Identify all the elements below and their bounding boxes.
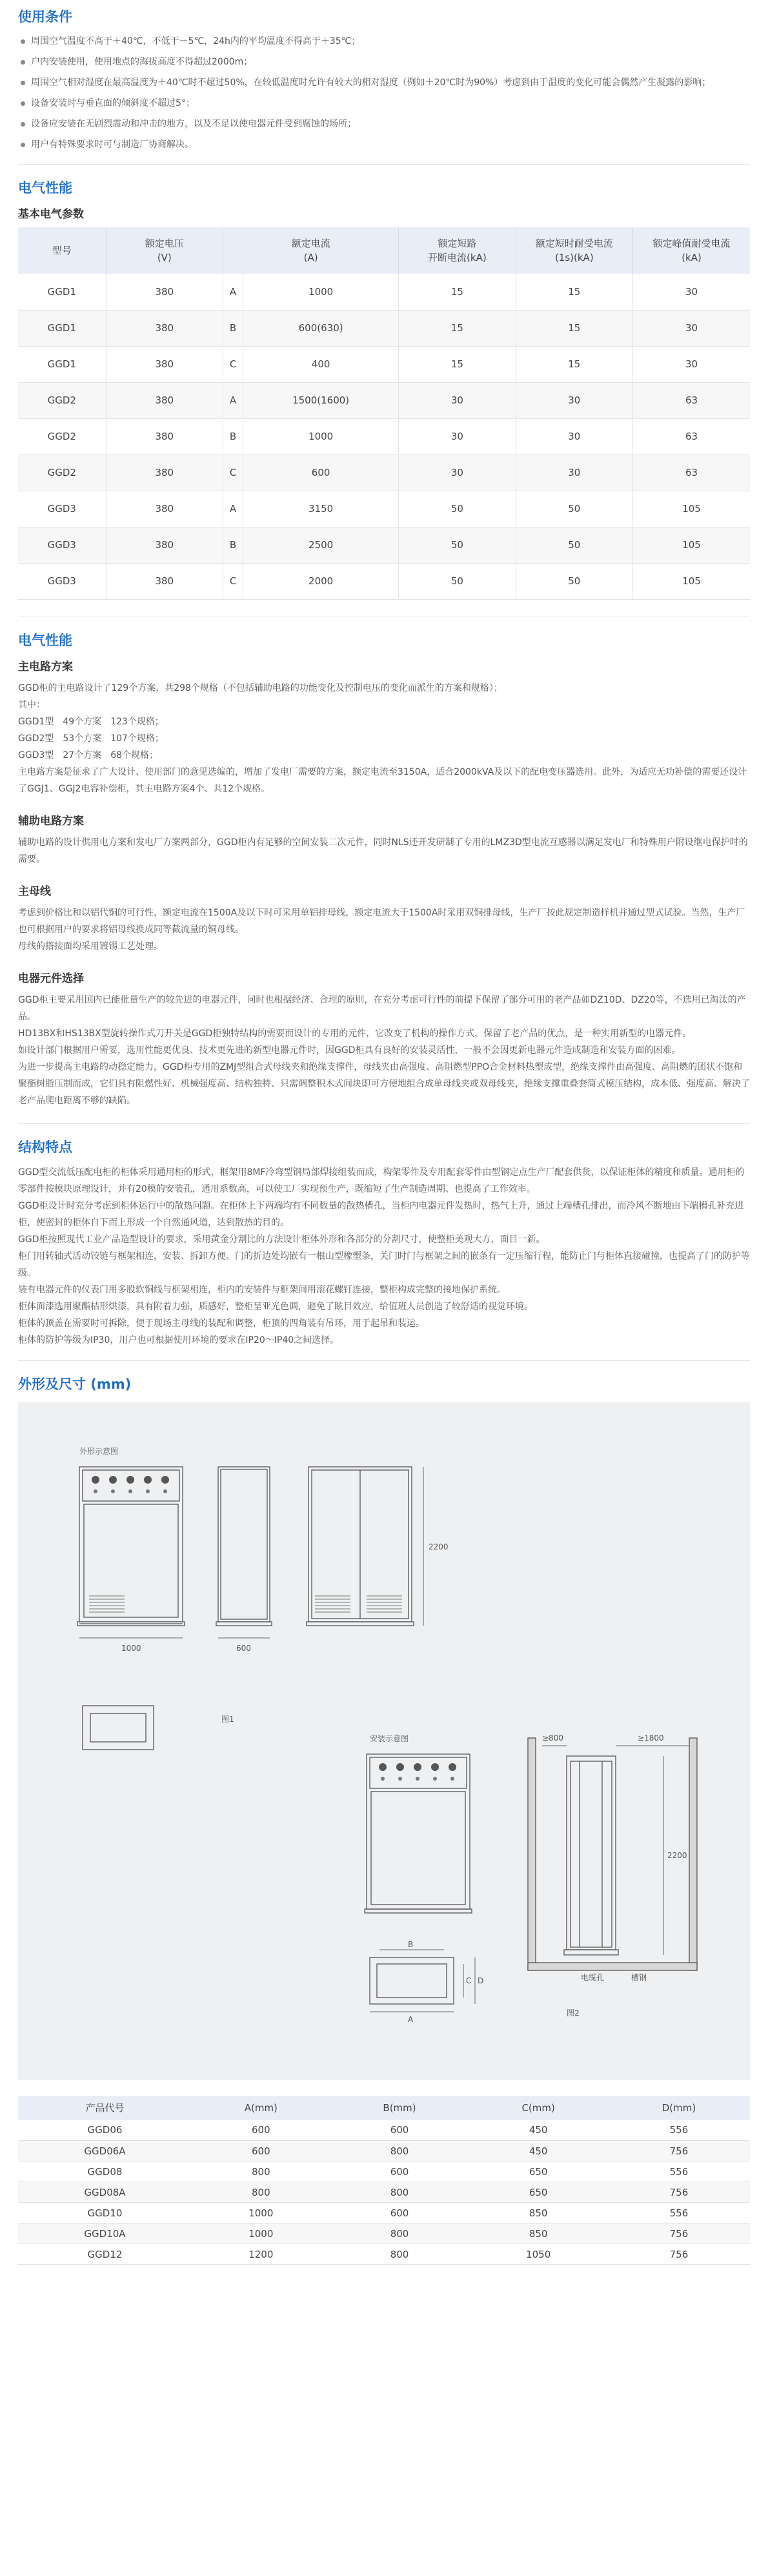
table-cell: 63 bbox=[633, 382, 750, 418]
table-cell: 50 bbox=[516, 491, 632, 527]
table-cell: 600 bbox=[243, 455, 399, 491]
table-cell: 15 bbox=[516, 310, 632, 346]
table-cell: 3150 bbox=[243, 491, 399, 527]
table-cell: 15 bbox=[399, 346, 516, 382]
table-cell: 800 bbox=[192, 2182, 330, 2203]
busbar-block bbox=[18, 882, 750, 955]
table-row bbox=[18, 274, 750, 310]
dim-c-label: C bbox=[466, 1976, 472, 1985]
table-cell: 50 bbox=[399, 563, 516, 599]
table-cell: 600 bbox=[330, 2162, 469, 2182]
main-circuit-title: 主电路方案 bbox=[18, 660, 73, 673]
column-header: A(mm) bbox=[192, 2096, 330, 2120]
paragraph: GGD1型 49个方案 123个规格； bbox=[18, 716, 164, 727]
table-header-row bbox=[18, 227, 750, 274]
list-item: 用户有特殊要求时可与制造厂协商解决。 bbox=[18, 137, 750, 152]
column-header: C(mm) bbox=[469, 2096, 608, 2120]
paragraph: 柜体面漆选用聚酯桔形烘漆，具有附着力强，质感好，整柜呈亚光色调，避免了眩目效应，给值班人员创造了较舒适的视觉环境。 bbox=[18, 1301, 533, 1312]
divider bbox=[18, 164, 750, 165]
table-cell: C bbox=[223, 455, 243, 491]
table-cell: 600 bbox=[330, 2120, 469, 2141]
table-row bbox=[18, 310, 750, 346]
paragraph: 柜体的顶盖在需要时可拆除，便于现场主母线的装配和调整，柜顶的四角装有吊环，用于起吊和装运。 bbox=[18, 1318, 425, 1329]
column-header: D(mm) bbox=[608, 2096, 750, 2120]
table-cell: GGD10 bbox=[18, 2203, 192, 2223]
column-header: 产品代号 bbox=[18, 2096, 192, 2120]
table-cell: A bbox=[223, 274, 243, 310]
table-cell: 105 bbox=[633, 491, 750, 527]
table-row bbox=[18, 491, 750, 527]
table-cell: 30 bbox=[516, 418, 632, 455]
table-cell: A bbox=[223, 382, 243, 418]
table-cell: 2500 bbox=[243, 527, 399, 563]
table-cell: GGD1 bbox=[18, 310, 106, 346]
table-row bbox=[18, 2223, 750, 2244]
table-cell: 105 bbox=[633, 563, 750, 599]
table-cell: 30 bbox=[516, 382, 632, 418]
table-cell: 850 bbox=[469, 2203, 608, 2223]
table-cell: 600 bbox=[192, 2141, 330, 2162]
list-item: 户内安装使用，使用地点的海拔高度不得超过2000m； bbox=[18, 54, 750, 70]
table-cell: 30 bbox=[633, 346, 750, 382]
table-cell: 1000 bbox=[243, 418, 399, 455]
column-header: 额定短路 开断电流(kA) bbox=[399, 227, 516, 274]
electrical-table bbox=[18, 227, 750, 600]
table-row bbox=[18, 2162, 750, 2182]
table-cell: 800 bbox=[330, 2182, 469, 2203]
table-row bbox=[18, 418, 750, 455]
table-cell: 380 bbox=[106, 527, 223, 563]
table-cell: 380 bbox=[106, 455, 223, 491]
dim-a-label: A bbox=[408, 2014, 414, 2024]
table-cell: GGD06A bbox=[18, 2141, 192, 2162]
column-header: 额定电压 (V) bbox=[106, 227, 223, 274]
divider bbox=[18, 1123, 750, 1124]
dim-install-height: 2200 bbox=[667, 1850, 687, 1860]
paragraph: 其中： bbox=[18, 699, 45, 710]
dimensions-table bbox=[18, 2096, 750, 2265]
aux-circuit-block bbox=[18, 812, 750, 868]
dimensions-title: 外形及尺寸 (mm) bbox=[18, 1376, 132, 1392]
electrical-subtitle: 基本电气参数 bbox=[18, 208, 84, 221]
paragraph: 装有电器元件的仪表门用多股软铜线与框架相连，柜内的安装件与框架间用滚花螺钉连接，整柜构成完整的接地保护系统。 bbox=[18, 1284, 506, 1295]
table-cell: 30 bbox=[399, 455, 516, 491]
table-cell: 30 bbox=[399, 418, 516, 455]
table-row bbox=[18, 2120, 750, 2141]
table-cell: GGD10A bbox=[18, 2223, 192, 2244]
table-cell: 756 bbox=[608, 2223, 750, 2244]
components-block bbox=[18, 969, 750, 1109]
table-row bbox=[18, 2141, 750, 2162]
table-cell: 556 bbox=[608, 2120, 750, 2141]
table-cell: 63 bbox=[633, 418, 750, 455]
table-cell: 650 bbox=[469, 2182, 608, 2203]
paragraph: 母线的搭接面均采用镀锡工艺处理。 bbox=[18, 941, 163, 952]
conditions-list bbox=[18, 34, 750, 152]
table-row bbox=[18, 346, 750, 382]
table-cell: GGD2 bbox=[18, 418, 106, 455]
table-cell: GGD08A bbox=[18, 2182, 192, 2203]
paragraph: GGD2型 53个方案 107个规格； bbox=[18, 733, 164, 744]
table-cell: 650 bbox=[469, 2162, 608, 2182]
paragraph: 主电路方案是征求了广大设计、使用部门的意见选编的，增加了发电厂需要的方案，额定电流至3150A，适合2000kVA及以下的配电变压器选用。此外，为适应无功补偿的需要还设计了GGJ1、GGJ2电容补偿柜，其主电路方案4个、共12个规格。 bbox=[18, 766, 747, 794]
table-row bbox=[18, 2244, 750, 2265]
table-cell: 600 bbox=[192, 2120, 330, 2141]
table-cell: 15 bbox=[516, 274, 632, 310]
table-cell: 1050 bbox=[469, 2244, 608, 2265]
divider bbox=[18, 1360, 750, 1361]
dim-depth-label: 600 bbox=[236, 1643, 251, 1653]
paragraph: 考虑到价格比和以铝代铜的可行性，额定电流在1500A及以下时可采用单铝排母线，额定电流大于1500A时采用双铜排母线，生产厂按此规定制造样机并通过型式试验。当然，生产厂也可根据用户的要求将铝母线换成同等截流量的铜母线。 bbox=[18, 907, 745, 935]
components-title: 电器元件选择 bbox=[18, 972, 84, 985]
table-cell: 30 bbox=[516, 455, 632, 491]
table-cell: 1000 bbox=[192, 2203, 330, 2223]
paragraph: 辅助电路的设计供用电方案和发电厂方案两部分，GGD柜内有足够的空间安装二次元件，同时NLS还开发研制了专用的LMZ3D型电流互感器以满足发电厂和特殊用户附设继电保护时的需要。 bbox=[18, 837, 748, 864]
table-cell: A bbox=[223, 491, 243, 527]
fig1-title: 外形示意图 bbox=[79, 1446, 119, 1456]
paragraph: 如设计部门根据用户需要，选用性能更优良、技术更先进的新型电器元件时，因GGD柜具有良好的安装灵活性，一般不会因更新电器元件造成制造和安装方面的困难。 bbox=[18, 1045, 681, 1056]
list-item: 设备应安装在无剧烈震动和冲击的地方，以及不足以使电器元件受到腐蚀的场所； bbox=[18, 116, 750, 132]
table-cell: 380 bbox=[106, 418, 223, 455]
fig2-caption: 图2 bbox=[567, 2008, 580, 2018]
electrical-title: 电气性能 bbox=[18, 180, 72, 196]
paragraph: GGD柜按照现代工业产品造型设计的要求，采用黄金分割比的方法设计柜体外形和各部分的分割尺寸，使整柜美观大方，面目一新。 bbox=[18, 1234, 545, 1245]
table-row bbox=[18, 455, 750, 491]
table-cell: 450 bbox=[469, 2141, 608, 2162]
busbar-title: 主母线 bbox=[18, 884, 51, 898]
fig2-title: 安装示意图 bbox=[370, 1733, 409, 1743]
paragraph: HD13BX和HS13BX型旋转操作式刀开关是GGD柜独特结构的需要而设计的专用的元件，它改变了机构的操作方式，保留了老产品的优点，是一种实用新型的电器元件。 bbox=[18, 1028, 692, 1039]
table-cell: 63 bbox=[633, 455, 750, 491]
table-header-row bbox=[18, 2096, 750, 2120]
table-cell: 1500(1600) bbox=[243, 382, 399, 418]
table-cell: 1200 bbox=[192, 2244, 330, 2265]
rear-view bbox=[307, 1467, 414, 1626]
table-cell: 105 bbox=[633, 527, 750, 563]
table-cell: 50 bbox=[516, 563, 632, 599]
table-cell: 756 bbox=[608, 2141, 750, 2162]
table-cell: 1000 bbox=[192, 2223, 330, 2244]
table-cell: 30 bbox=[399, 382, 516, 418]
electrical-section bbox=[18, 178, 750, 600]
table-cell: 15 bbox=[399, 274, 516, 310]
fig1-caption: 图1 bbox=[221, 1714, 234, 1724]
table-cell: 800 bbox=[330, 2244, 469, 2265]
column-header: 额定峰值耐受电流 (kA) bbox=[633, 227, 750, 274]
table-cell: 556 bbox=[608, 2162, 750, 2182]
table-cell: 15 bbox=[399, 310, 516, 346]
table-row bbox=[18, 527, 750, 563]
table-cell: 400 bbox=[243, 346, 399, 382]
table-cell: 380 bbox=[106, 382, 223, 418]
table-cell: B bbox=[223, 418, 243, 455]
table-cell: GGD2 bbox=[18, 382, 106, 418]
table-cell: 50 bbox=[516, 527, 632, 563]
table-cell: GGD2 bbox=[18, 455, 106, 491]
table-cell: 30 bbox=[633, 310, 750, 346]
column-header: 额定电流 (A) bbox=[223, 227, 399, 274]
table-cell: GGD3 bbox=[18, 563, 106, 599]
table-cell: 380 bbox=[106, 310, 223, 346]
cabinet-drawing bbox=[18, 1402, 750, 2080]
table-cell: GGD12 bbox=[18, 2244, 192, 2265]
table-cell: 600 bbox=[330, 2203, 469, 2223]
electrical-text-section bbox=[18, 630, 750, 1109]
list-item: 设备安装时与垂直面的倾斜度不超过5°； bbox=[18, 96, 750, 111]
table-cell: B bbox=[223, 310, 243, 346]
table-row bbox=[18, 382, 750, 418]
table-row bbox=[18, 563, 750, 599]
table-cell: GGD1 bbox=[18, 274, 106, 310]
table-cell: 2000 bbox=[243, 563, 399, 599]
table-cell: 15 bbox=[516, 346, 632, 382]
table-cell: GGD3 bbox=[18, 491, 106, 527]
table-cell: C bbox=[223, 346, 243, 382]
side-view bbox=[216, 1467, 272, 1626]
paragraph: GGD柜设计时充分考虑到柜体运行中的散热问题。在柜体上下两端均有不同数量的散热槽孔，当柜内电器元件发热时，热气上升，通过上端槽孔排出，而冷风不断地由下端槽孔补充进柜，使密封的柜体自下而上形成一个自然通风道，达到散热的目的。 bbox=[18, 1200, 744, 1228]
drawing-panel bbox=[18, 1402, 750, 2080]
list-item: 周围空气相对湿度在最高温度为＋40℃时不超过50%，在较低温度时允许有较大的相对湿度（例如＋20℃时为90%）考虑到由于温度的变化可能会偶然产生凝露的影响； bbox=[18, 75, 750, 90]
table-cell: C bbox=[223, 563, 243, 599]
dim-width-label: 1000 bbox=[121, 1643, 141, 1653]
conditions-section bbox=[18, 0, 750, 152]
table-cell: 850 bbox=[469, 2223, 608, 2244]
table-cell: 450 bbox=[469, 2120, 608, 2141]
table-row bbox=[18, 2203, 750, 2223]
paragraph: GGD3型 27个方案 68个规格； bbox=[18, 750, 159, 761]
dim-rear-clearance: ≥1800 bbox=[638, 1733, 664, 1743]
table-cell: B bbox=[223, 527, 243, 563]
paragraph: 柜体的防护等级为IP30，用户也可根据使用环境的要求在IP20～IP40之间选择。 bbox=[18, 1334, 339, 1345]
table-cell: GGD06 bbox=[18, 2120, 192, 2141]
table-cell: 50 bbox=[399, 491, 516, 527]
paragraph: 为进一步提高主电路的动稳定能力，GGD柜专用的ZMJ型组合式母线夹和绝缘支撑件，母线夹由高强度、高阻燃型PPO合金材料热塑成型，绝缘支撑件由高强度、高阻燃的团状不饱和聚酯树脂压制而成，它们具有阻燃性好、机械强度高、结构独特、只需调整积木式间块即可方便地组合成单母线夹或双母线夹，绝缘支撑重叠套简式模压结构，成本低、强度高、解决了老产品爬电距离不够的缺陷。 bbox=[18, 1061, 750, 1106]
paragraph: GGD型交流低压配电柜的柜体采用通用柜的形式，框架用8MF冷弯型钢局部焊接组装而成，构架零件及专用配套零件由型钢定点生产厂配套供货，以保证柜体的精度和质量。通用柜的零部件按模块原理设计，并有20模的安装孔，通用系数高，可以使工厂实现预生产，既缩短了生产制造周期、也提高了工作效率。 bbox=[18, 1167, 745, 1194]
dim-b-label: B bbox=[408, 1939, 414, 1949]
conditions-title: 使用条件 bbox=[18, 9, 72, 25]
list-item: 周围空气温度不高于＋40℃，不低于－5℃，24h内的平均温度不得高于＋35℃； bbox=[18, 34, 750, 49]
table-cell: 556 bbox=[608, 2203, 750, 2223]
dim-front-clearance: ≥800 bbox=[542, 1733, 563, 1743]
column-header: 额定短时耐受电流 (1s)(kA) bbox=[516, 227, 632, 274]
table-cell: 380 bbox=[106, 274, 223, 310]
table-cell: 800 bbox=[192, 2162, 330, 2182]
table-cell: 800 bbox=[330, 2223, 469, 2244]
dimensions-section bbox=[18, 1374, 750, 2265]
table-cell: 380 bbox=[106, 491, 223, 527]
column-header: 型号 bbox=[18, 227, 106, 274]
table-cell: 50 bbox=[399, 527, 516, 563]
table-cell: 30 bbox=[633, 274, 750, 310]
table-cell: 600(630) bbox=[243, 310, 399, 346]
cable-hole-label: 电缆孔 bbox=[581, 1972, 605, 1982]
main-circuit-block bbox=[18, 657, 750, 797]
electrical-text-title: 电气性能 bbox=[18, 632, 72, 648]
aux-circuit-title: 辅助电路方案 bbox=[18, 814, 84, 828]
paragraph: GGD柜的主电路设计了129个方案，共298个规格（不包括辅助电路的功能变化及控制电压的变化而派生的方案和规格）； bbox=[18, 682, 503, 693]
paragraph: 柜门用转轴式活动铰链与框架相连，安装、拆卸方便。门的折边处均嵌有一根山型橡塑条，关门时门与框架之间的嵌条有一定压缩行程，能防止门与柜体直接碰撞，也提高了门的防护等级。 bbox=[18, 1251, 750, 1278]
table-row bbox=[18, 2182, 750, 2203]
table-cell: 756 bbox=[608, 2244, 750, 2265]
dim-d-label: D bbox=[478, 1976, 484, 1985]
table-cell: 1000 bbox=[243, 274, 399, 310]
paragraph: GGD柜主要采用国内已能批量生产的较先进的电器元件，同时也根据经济、合理的原则，在充分考虑可行性的前提下保留了部分可用的老产品如DZ10D、DZ20等，不选用已淘汰的产品。 bbox=[18, 994, 746, 1022]
column-header: B(mm) bbox=[330, 2096, 469, 2120]
table-cell: 380 bbox=[106, 563, 223, 599]
structure-section bbox=[18, 1137, 750, 1349]
dim-height-label: 2200 bbox=[429, 1542, 449, 1551]
table-cell: 380 bbox=[106, 346, 223, 382]
table-cell: 800 bbox=[330, 2141, 469, 2162]
structure-title: 结构特点 bbox=[18, 1139, 72, 1155]
table-cell: GGD1 bbox=[18, 346, 106, 382]
channel-steel-label: 槽钢 bbox=[631, 1972, 647, 1982]
table-cell: GGD3 bbox=[18, 527, 106, 563]
table-cell: GGD08 bbox=[18, 2162, 192, 2182]
table-cell: 756 bbox=[608, 2182, 750, 2203]
